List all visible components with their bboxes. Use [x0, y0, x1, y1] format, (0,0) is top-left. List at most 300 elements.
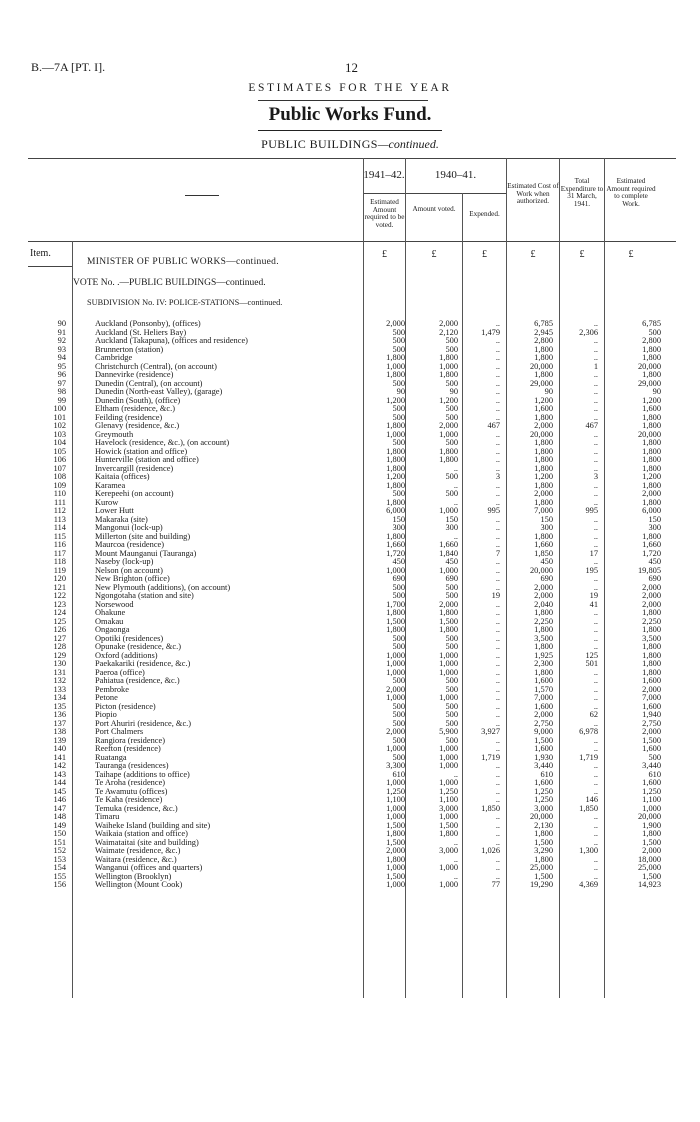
- cell-cost: 1,660: [534, 540, 553, 549]
- cell-tot: ..: [593, 684, 598, 694]
- cell-exp: 77: [491, 880, 500, 889]
- cell-est: 500: [392, 412, 405, 422]
- cell-cost: 20,000: [529, 429, 553, 439]
- cell-req: 18,000: [637, 854, 661, 864]
- cell-name: Greymouth: [95, 430, 134, 439]
- cell-amt: 1,800: [439, 370, 458, 379]
- cell-item: 120: [53, 574, 66, 583]
- cell-tot: 501: [585, 659, 598, 668]
- cell-exp: ..: [495, 582, 500, 592]
- cell-cost: 25,000: [529, 863, 553, 872]
- cell-req: 1,800: [642, 438, 661, 447]
- cell-tot: ..: [593, 319, 598, 328]
- cell-tot: 995: [585, 506, 598, 515]
- cell-name: Pembroke: [95, 685, 129, 694]
- cell-amt: ..: [453, 480, 458, 490]
- cell-est: 1,000: [386, 361, 405, 371]
- cell-est: 690: [392, 574, 405, 583]
- cell-est: 1,250: [386, 786, 405, 796]
- cell-cost: 1,800: [534, 446, 553, 456]
- cell-est: 300: [392, 523, 405, 532]
- year-1941-subrule: [363, 193, 405, 194]
- cell-exp: ..: [495, 429, 500, 439]
- cell-est: 1,800: [386, 531, 405, 541]
- cell-tot: ..: [593, 863, 598, 872]
- cell-tot: ..: [593, 871, 598, 881]
- cell-est: 1,800: [386, 370, 405, 379]
- cell-est: 1,200: [386, 395, 405, 405]
- cell-req: 1,500: [642, 871, 661, 881]
- cell-tot: ..: [593, 769, 598, 779]
- cell-tot: ..: [593, 642, 598, 651]
- cell-item: 134: [53, 693, 66, 702]
- cell-item: 125: [53, 616, 66, 626]
- cell-item: 147: [53, 803, 66, 813]
- cell-req: 150: [648, 514, 661, 524]
- cell-amt: 1,000: [439, 812, 458, 821]
- cell-cost: 9,000: [534, 727, 553, 736]
- cell-amt: 450: [445, 557, 458, 566]
- cell-cost: 150: [540, 514, 553, 524]
- cell-req: 1,660: [642, 540, 661, 549]
- cell-tot: 3: [593, 472, 598, 481]
- cell-cost: 7,000: [534, 506, 553, 515]
- cell-amt: 500: [445, 718, 458, 728]
- cell-est: 1,000: [386, 565, 405, 575]
- cell-amt: 500: [445, 676, 458, 685]
- cell-req: 500: [648, 752, 661, 762]
- cell-item: 94: [57, 353, 66, 362]
- cell-item: 126: [53, 625, 66, 634]
- cell-exp: 1,479: [481, 327, 500, 337]
- cell-amt: 500: [445, 472, 458, 481]
- cell-cost: 1,500: [534, 837, 553, 847]
- cell-tot: ..: [593, 463, 598, 473]
- cell-item: 112: [53, 506, 66, 515]
- cell-cost: 1,500: [534, 871, 553, 881]
- fund-rule: [258, 130, 442, 131]
- cell-amt: 500: [445, 438, 458, 447]
- cell-est: 1,800: [386, 608, 405, 617]
- currency-exp: £: [482, 249, 487, 260]
- cell-est: 1,000: [386, 812, 405, 821]
- cell-req: 450: [648, 557, 661, 566]
- cell-est: 500: [392, 344, 405, 354]
- cell-est: 500: [392, 404, 405, 413]
- cell-est: 3,300: [386, 761, 405, 770]
- cell-cost: 20,000: [529, 812, 553, 821]
- cell-item: 92: [57, 336, 66, 345]
- cell-amt: 1,800: [439, 625, 458, 634]
- cell-tot: 41: [589, 599, 598, 609]
- cell-req: 1,800: [642, 608, 661, 617]
- cell-tot: ..: [593, 557, 598, 566]
- cell-est: 1,720: [386, 548, 405, 558]
- cell-exp: ..: [495, 395, 500, 405]
- cell-req: 1,800: [642, 344, 661, 354]
- cell-est: 500: [392, 438, 405, 447]
- cell-cost: 1,925: [534, 650, 553, 660]
- cell-name: Port Ahuriri (residence, &c.): [95, 719, 192, 728]
- cell-item: 106: [53, 455, 66, 464]
- cell-item: 90: [57, 319, 66, 328]
- cell-est: 500: [392, 752, 405, 762]
- cell-name: Te Awamutu (offices): [95, 787, 168, 796]
- cell-name: Mangonui (lock-up): [95, 524, 163, 532]
- estimates-heading: ESTIMATES FOR THE YEAR: [248, 82, 452, 94]
- cell-est: 1,800: [386, 497, 405, 507]
- cell-item: 137: [53, 718, 66, 728]
- cell-cost: 1,800: [534, 829, 553, 838]
- cell-cost: 1,800: [534, 497, 553, 507]
- cell-est: 500: [392, 336, 405, 345]
- cell-req: 6,000: [642, 506, 661, 515]
- cell-amt: 1,800: [439, 608, 458, 617]
- cell-amt: 2,000: [439, 421, 458, 430]
- cell-name: Oxford (additions): [95, 651, 158, 660]
- cell-item: 116: [53, 540, 66, 549]
- cell-item: 96: [57, 370, 66, 379]
- cell-name: Hunterville (station and office): [95, 456, 199, 464]
- cell-req: 1,600: [642, 676, 661, 685]
- cell-tot: 62: [589, 710, 598, 719]
- cell-name: Wanganui (offices and quarters): [95, 864, 203, 872]
- cell-tot: ..: [593, 523, 598, 532]
- header-rule: [258, 100, 428, 101]
- cell-req: 1,940: [642, 710, 661, 719]
- cell-est: 1,800: [386, 480, 405, 490]
- cell-exp: ..: [495, 531, 500, 541]
- cell-amt: 500: [445, 735, 458, 745]
- cell-name: Picton (residence): [95, 702, 156, 711]
- cell-est: 1,500: [386, 837, 405, 847]
- cell-name: Invercargill (residence): [95, 464, 174, 473]
- cell-name: Cambridge: [95, 354, 133, 362]
- currency-tot: £: [579, 249, 585, 260]
- cell-exp: ..: [495, 642, 500, 651]
- cell-exp: ..: [495, 616, 500, 626]
- cell-est: 1,800: [386, 854, 405, 864]
- cell-name: Piopio: [95, 711, 117, 719]
- cell-amt: ..: [453, 871, 458, 881]
- minister-heading: MINISTER OF PUBLIC WORKS—continued.: [87, 257, 279, 267]
- section-title-suffix: —continued.: [377, 137, 439, 151]
- cell-amt: 1,500: [439, 820, 458, 830]
- cell-req: 1,800: [642, 370, 661, 379]
- cell-req: 19,805: [637, 565, 661, 575]
- cell-exp: 1,719: [481, 752, 500, 762]
- cell-amt: 1,800: [439, 446, 458, 456]
- currency-req: £: [628, 249, 634, 260]
- cell-name: Tauranga (residences): [95, 762, 169, 770]
- cell-item: 146: [53, 795, 66, 804]
- cell-req: 2,000: [642, 582, 661, 592]
- cell-cost: 29,000: [529, 378, 553, 388]
- cell-exp: ..: [495, 625, 500, 634]
- cell-exp: ..: [495, 701, 500, 711]
- cell-tot: ..: [593, 489, 598, 498]
- cell-tot: ..: [593, 701, 598, 711]
- cell-exp: 995: [487, 506, 500, 515]
- cell-req: 1,800: [642, 480, 661, 490]
- cell-req: 610: [648, 769, 661, 779]
- cell-req: 20,000: [637, 429, 661, 439]
- cell-tot: ..: [593, 761, 598, 770]
- col-exp-header: Expended.: [469, 210, 500, 218]
- cell-amt: 500: [445, 633, 458, 643]
- cell-est: 1,000: [386, 880, 405, 889]
- cell-exp: ..: [495, 514, 500, 524]
- cell-exp: ..: [495, 684, 500, 694]
- cell-name: Kerepeehi (on account): [95, 490, 174, 498]
- cell-est: 1,000: [386, 667, 405, 677]
- cell-tot: 125: [585, 650, 598, 660]
- cell-exp: 19: [491, 591, 500, 600]
- cell-cost: 1,250: [534, 795, 553, 804]
- cell-tot: ..: [593, 667, 598, 677]
- cell-cost: 1,850: [534, 548, 553, 558]
- cell-item: 156: [53, 880, 66, 889]
- cell-name: Maurcoa (residence): [95, 541, 165, 549]
- cell-exp: ..: [495, 523, 500, 532]
- cell-name: Te Kaha (residence): [95, 796, 163, 804]
- cell-est: 610: [392, 769, 405, 779]
- cell-tot: ..: [593, 540, 598, 549]
- cell-item: 110: [53, 489, 66, 498]
- cell-est: 500: [392, 735, 405, 745]
- cell-item: 153: [53, 854, 66, 864]
- cell-item: 91: [57, 327, 66, 337]
- cell-tot: 4,369: [579, 880, 598, 889]
- cell-name: Wellington (Brooklyn): [95, 872, 172, 881]
- cell-cost: 2,000: [534, 582, 553, 592]
- cell-amt: 500: [445, 710, 458, 719]
- cell-cost: 2,000: [534, 421, 553, 430]
- cell-req: 2,750: [642, 718, 661, 728]
- cell-item: 130: [53, 659, 66, 668]
- cell-name: Petone: [95, 694, 118, 702]
- cell-est: 1,000: [386, 803, 405, 813]
- cell-req: 1,500: [642, 837, 661, 847]
- cell-exp: ..: [495, 795, 500, 804]
- cell-amt: 1,000: [439, 761, 458, 770]
- cell-item: 105: [53, 446, 66, 456]
- cell-item: 97: [57, 378, 66, 388]
- cell-tot: ..: [593, 455, 598, 464]
- cell-exp: ..: [495, 344, 500, 354]
- cell-name: Paekakariki (residence, &c.): [95, 660, 191, 668]
- cell-tot: ..: [593, 429, 598, 439]
- cell-item: 118: [53, 557, 66, 566]
- cell-tot: ..: [593, 387, 598, 396]
- cell-item: 141: [53, 752, 66, 762]
- year-1940-subrule: [405, 193, 506, 194]
- cell-req: 1,800: [642, 497, 661, 507]
- cell-item: 108: [53, 472, 66, 481]
- cell-tot: ..: [593, 514, 598, 524]
- cell-tot: ..: [593, 608, 598, 617]
- cell-cost: 1,800: [534, 531, 553, 541]
- cell-cost: 1,800: [534, 608, 553, 617]
- cell-exp: ..: [495, 480, 500, 490]
- cell-name: Timaru: [95, 813, 120, 821]
- cell-tot: ..: [593, 480, 598, 490]
- cell-tot: ..: [593, 633, 598, 643]
- cell-name: Ohakune: [95, 609, 126, 617]
- cell-item: 115: [53, 531, 66, 541]
- cell-req: 2,250: [642, 616, 661, 626]
- cell-name: New Brighton (office): [95, 575, 170, 583]
- cell-est: 2,000: [386, 684, 405, 694]
- cell-amt: 500: [445, 701, 458, 711]
- cell-amt: 1,000: [439, 880, 458, 889]
- cell-est: 1,000: [386, 429, 405, 439]
- cell-cost: 3,440: [534, 761, 553, 770]
- cell-amt: 300: [445, 523, 458, 532]
- cell-req: 1,200: [642, 395, 661, 405]
- cell-item: 139: [53, 735, 66, 745]
- cell-est: 1,000: [386, 863, 405, 872]
- cell-cost: 19,290: [529, 880, 553, 889]
- cell-amt: 500: [445, 684, 458, 694]
- cell-amt: 2,120: [439, 327, 458, 337]
- cell-req: 29,000: [637, 378, 661, 388]
- cell-tot: 467: [585, 421, 598, 430]
- cell-cost: 90: [544, 387, 553, 396]
- cell-est: 500: [392, 489, 405, 498]
- cell-cost: 3,500: [534, 633, 553, 643]
- cell-cost: 3,000: [534, 803, 553, 813]
- cell-name: Ruatanga: [95, 753, 127, 762]
- cell-name: Port Chalmers: [95, 728, 144, 736]
- cell-req: 1,600: [642, 744, 661, 753]
- cell-amt: 500: [445, 412, 458, 422]
- cell-req: 3,500: [642, 633, 661, 643]
- cell-item: 129: [53, 650, 66, 660]
- cell-req: 1,900: [642, 820, 661, 830]
- cell-est: 1,800: [386, 421, 405, 430]
- cell-req: 2,000: [642, 591, 661, 600]
- cell-item: 111: [54, 497, 66, 507]
- cell-name: Reefton (residence): [95, 745, 161, 753]
- cell-cost: 1,500: [534, 735, 553, 745]
- cell-req: 1,800: [642, 659, 661, 668]
- cell-amt: 500: [445, 642, 458, 651]
- cell-cost: 690: [540, 574, 553, 583]
- cell-tot: ..: [593, 786, 598, 796]
- currency-est: £: [382, 249, 387, 260]
- cell-exp: ..: [495, 565, 500, 575]
- cell-req: 1,000: [642, 803, 661, 813]
- cell-req: 1,250: [642, 786, 661, 796]
- cell-exp: ..: [495, 455, 500, 464]
- cell-tot: ..: [593, 735, 598, 745]
- cell-name: Pahiatua (residence, &c.): [95, 677, 180, 685]
- cell-cost: 2,040: [534, 599, 553, 609]
- cell-req: 1,500: [642, 735, 661, 745]
- cell-item: 103: [53, 429, 66, 439]
- cell-name: Dunedin (Central), (on account): [95, 379, 203, 388]
- cell-name: Paeroa (office): [95, 668, 145, 677]
- cell-item: 136: [53, 710, 66, 719]
- cell-tot: ..: [593, 676, 598, 685]
- cell-est: 1,100: [386, 795, 405, 804]
- cell-name: Opotiki (residences): [95, 634, 164, 643]
- cell-exp: ..: [495, 463, 500, 473]
- cell-amt: 1,000: [439, 752, 458, 762]
- cell-tot: 1,850: [579, 803, 598, 813]
- cell-cost: 610: [540, 769, 553, 779]
- cell-amt: 3,000: [439, 846, 458, 855]
- cell-est: 500: [392, 676, 405, 685]
- cell-tot: 1,719: [579, 752, 598, 762]
- cell-cost: 1,600: [534, 778, 553, 787]
- cell-req: 1,720: [642, 548, 661, 558]
- cell-cost: 1,570: [534, 684, 553, 694]
- cell-item: 155: [53, 871, 66, 881]
- cell-name: Waimataitai (site and building): [95, 838, 199, 847]
- cell-exp: ..: [495, 710, 500, 719]
- cell-exp: ..: [495, 744, 500, 753]
- cell-tot: ..: [593, 336, 598, 345]
- section-title-text: PUBLIC BUILDINGS: [261, 137, 378, 151]
- cell-tot: ..: [593, 718, 598, 728]
- cell-item: 104: [53, 438, 66, 447]
- cell-cost: 1,200: [534, 472, 553, 481]
- cell-exp: ..: [495, 574, 500, 583]
- cell-req: 2,000: [642, 846, 661, 855]
- cell-amt: 3,000: [439, 803, 458, 813]
- cell-name: Dunedin (South), (office): [95, 396, 181, 405]
- cell-cost: 1,600: [534, 744, 553, 753]
- cell-name: Wellington (Mount Cook): [95, 881, 183, 889]
- cell-exp: ..: [495, 387, 500, 396]
- cell-tot: ..: [593, 693, 598, 702]
- cell-cost: 2,130: [534, 820, 553, 830]
- cell-amt: 500: [445, 582, 458, 592]
- cell-exp: ..: [495, 633, 500, 643]
- cell-exp: ..: [495, 378, 500, 388]
- cell-est: 1,660: [386, 540, 405, 549]
- cell-req: 14,923: [637, 880, 661, 889]
- cell-item: 107: [53, 463, 66, 473]
- item-column-header: Item.: [30, 248, 51, 259]
- cell-item: 143: [53, 769, 66, 779]
- cell-item: 123: [53, 599, 66, 609]
- cell-req: 1,600: [642, 701, 661, 711]
- cell-req: 90: [652, 387, 661, 396]
- cell-est: 150: [392, 514, 405, 524]
- cell-est: 6,000: [386, 506, 405, 515]
- table-row: [0, 881, 700, 889]
- col-est-header: Estimated Amount required to be voted.: [364, 198, 405, 229]
- cell-req: 500: [648, 327, 661, 337]
- cell-tot: 195: [585, 565, 598, 575]
- cell-req: 1,800: [642, 353, 661, 362]
- cell-amt: 1,800: [439, 353, 458, 362]
- stub-dash: [185, 195, 219, 196]
- cell-item: 117: [53, 548, 66, 558]
- cell-tot: ..: [593, 854, 598, 864]
- cell-tot: ..: [593, 829, 598, 838]
- currency-cost: £: [530, 249, 536, 260]
- cell-tot: ..: [593, 812, 598, 821]
- cell-exp: ..: [495, 659, 500, 668]
- cell-name: Feilding (residence): [95, 413, 163, 422]
- cell-exp: ..: [495, 489, 500, 498]
- cell-amt: 1,000: [439, 506, 458, 515]
- cell-name: Naseby (lock-up): [95, 558, 154, 566]
